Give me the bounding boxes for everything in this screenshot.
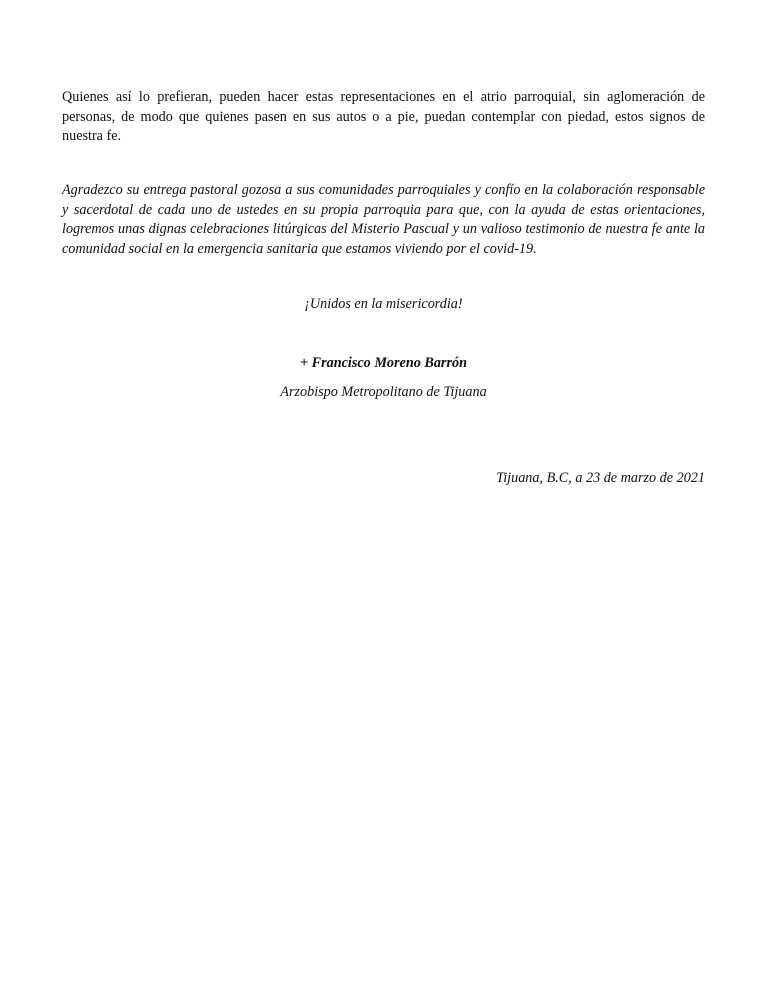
dateline: Tijuana, B.C, a 23 de marzo de 2021: [496, 470, 705, 486]
signer-name: + Francisco Moreno Barrón: [300, 355, 467, 371]
motto: ¡Unidos en la misericordia!: [304, 296, 463, 312]
paragraph-agradecimiento: Agradezco su entrega pastoral gozosa a sus comunidades parroquiales y confío en la colaboración responsable y sacerdotal de cada uno de ustedes en su propia parroquia para que, con la ayuda de estas orientaciones, logremos unas dignas celebraciones litúrgicas del Misterio Pascual y un valioso testimonio de nuestra fe ante la comunidad social en la emergencia sanitaria que estamos viviendo por el covid-19.: [62, 182, 705, 257]
signer-title: Arzobispo Metropolitano de Tijuana: [280, 384, 487, 400]
paragraph-atrio: Quienes así lo prefieran, pueden hacer estas representaciones en el atrio parroquial, sin aglomeración de personas, de modo que quienes pasen en sus autos o a pie, puedan contemplar con piedad, estos signos de nuestra fe.: [62, 89, 705, 144]
